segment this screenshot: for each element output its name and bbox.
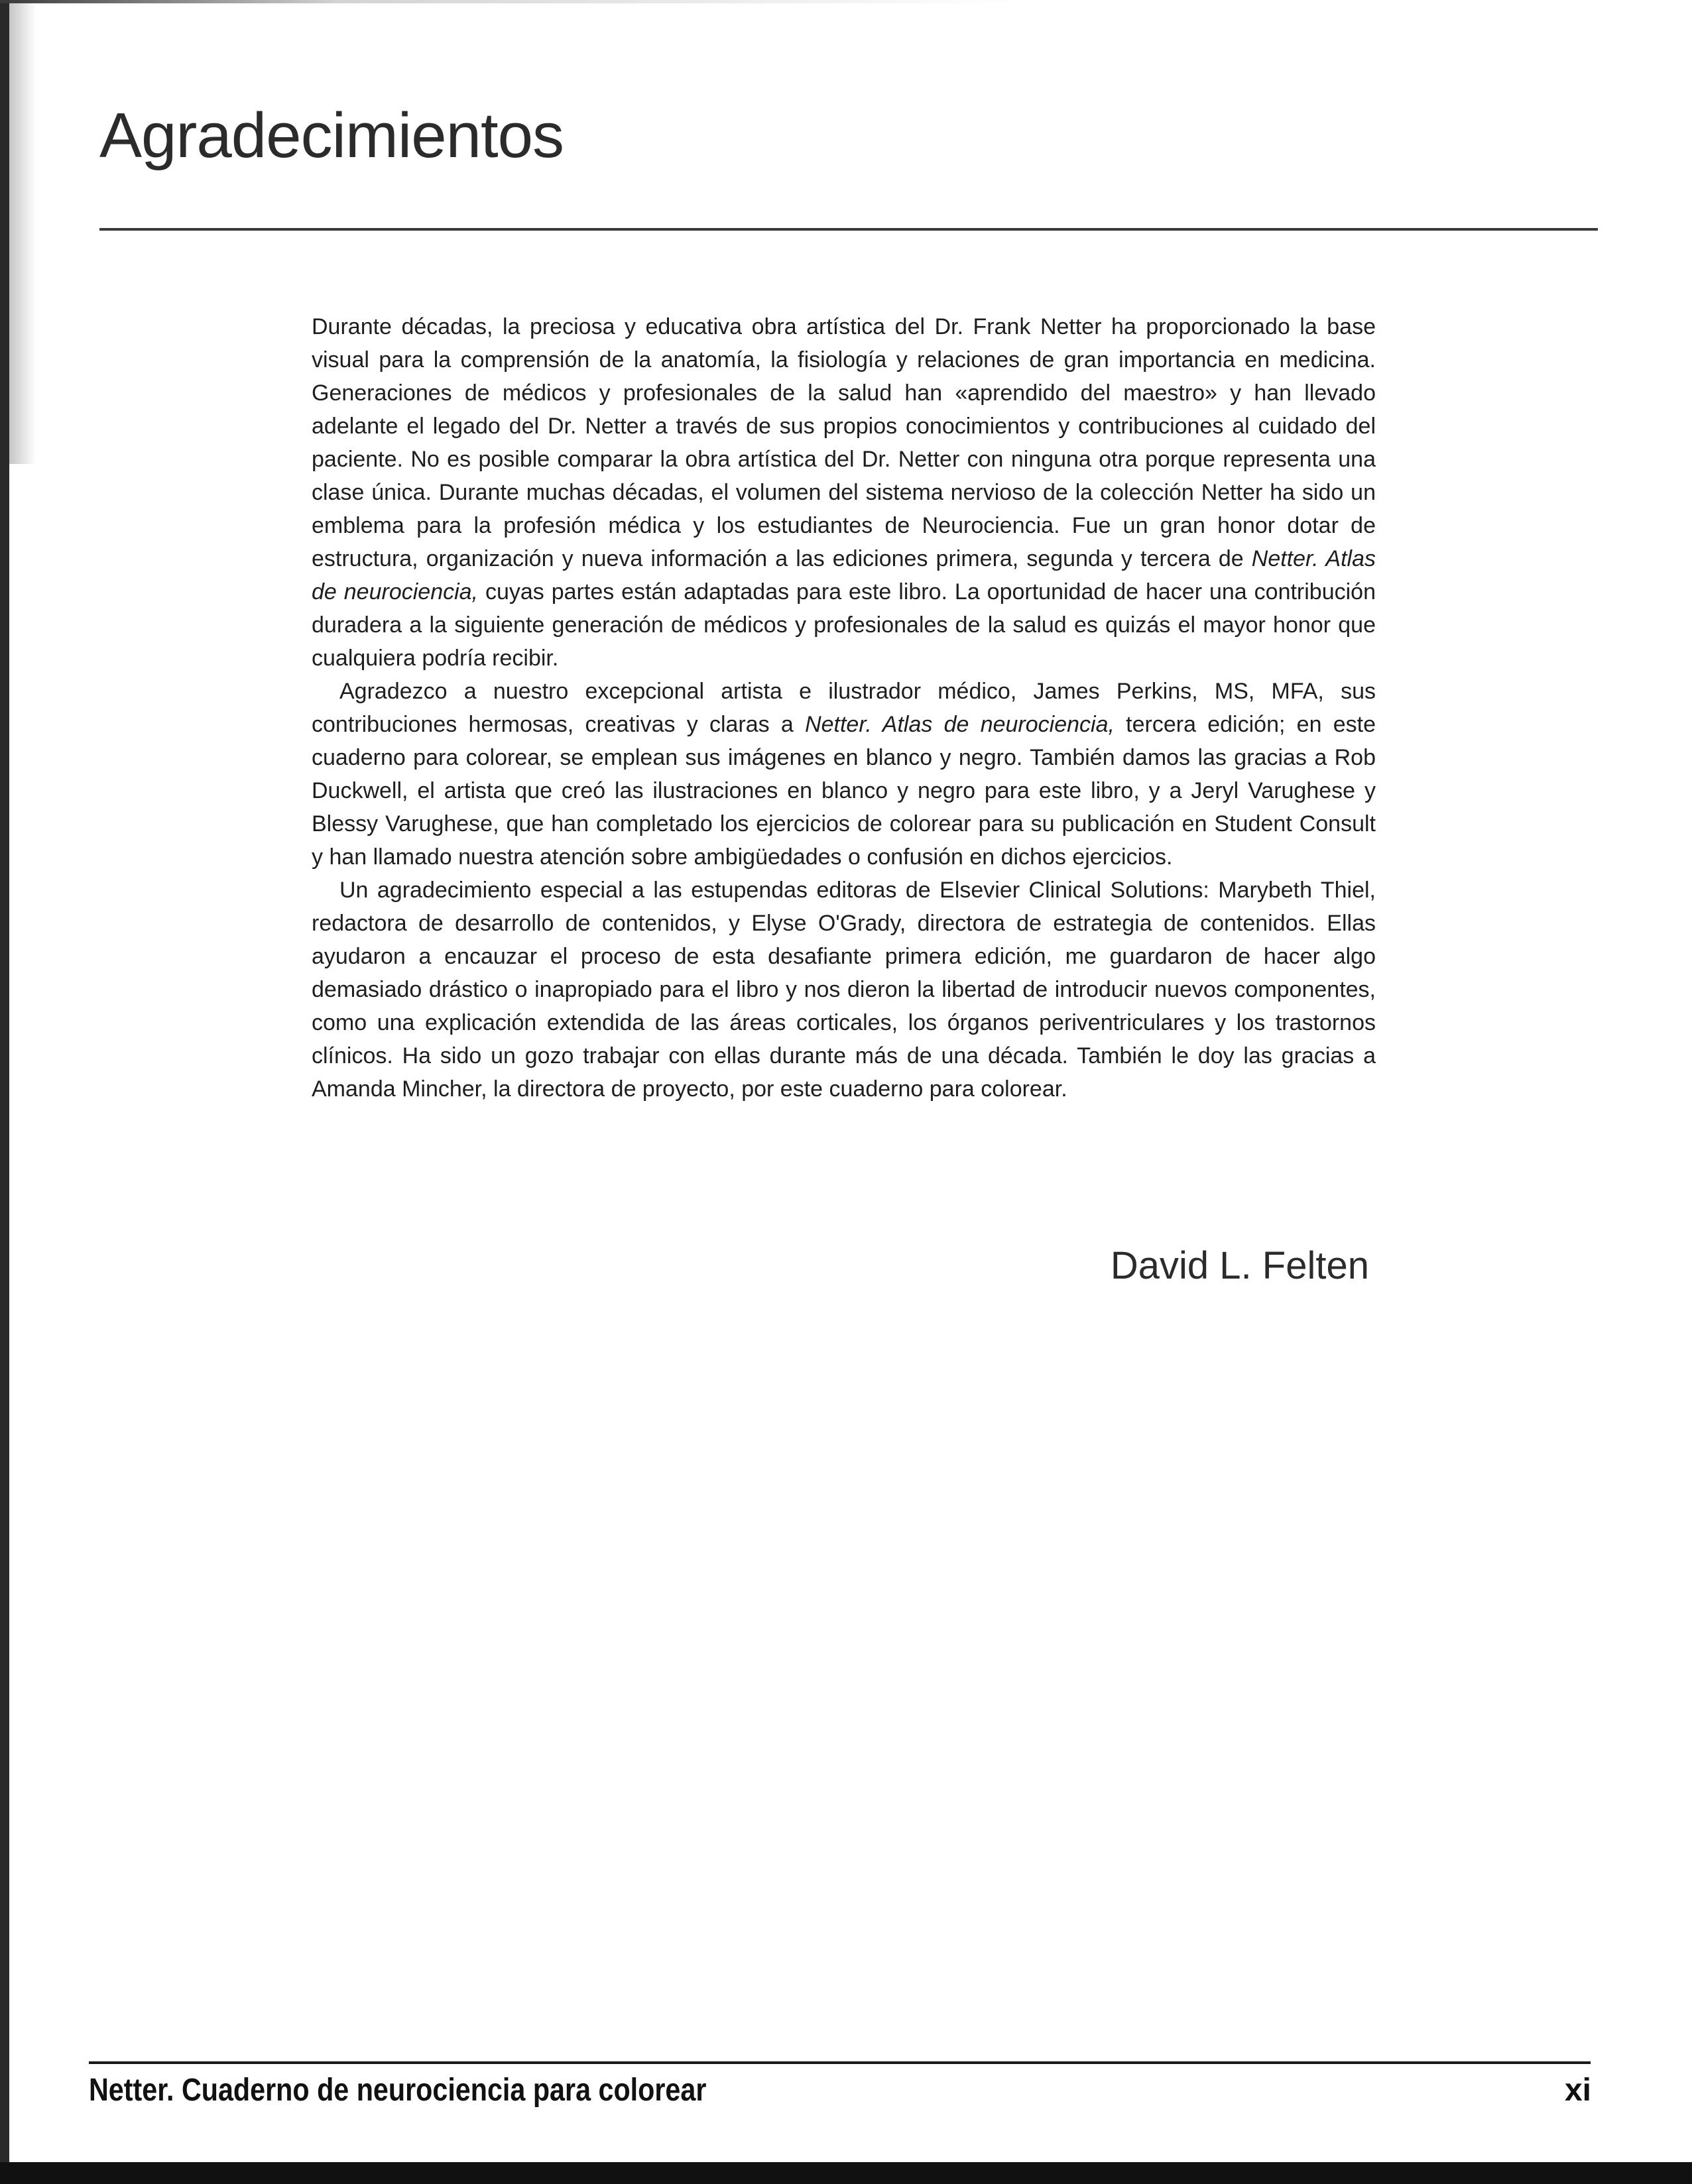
title-divider bbox=[99, 228, 1598, 231]
paragraph-1-text-b: cuyas partes están adaptadas para este libro. La oportunidad de hacer una contribución duradera a la siguiente generación de médicos y profesionales de la salud es quizás el mayor honor que cualquiera podría recibir. bbox=[312, 579, 1376, 671]
footer-book-title: Netter. Cuaderno de neurociencia para colorear bbox=[89, 2073, 707, 2108]
scan-shadow-left bbox=[9, 0, 36, 464]
paragraph-2 bbox=[312, 675, 1376, 874]
scan-edge-left bbox=[0, 0, 9, 2184]
page-number: xi bbox=[1564, 2073, 1591, 2108]
paragraph-3: Un agradecimiento especial a las estupendas editoras de Elsevier Clinical Solutions: Marybeth Thiel, redactora de desarrollo de contenidos, y Elyse O'Grady, directora de estrategia de contenidos. Ellas ayudaron a encauzar el proceso de esta desafiante primera edición, me guardaron de hacer algo demasiado drástico o inapropiado para el libro y nos dieron la libertad de introducir nuevos componentes, como una explicación extendida de las áreas corticales, los órganos periventriculares y los trastornos clínicos. Ha sido un gozo trabajar con ellas durante más de una década. También le doy las gracias a Amanda Mincher, la directora de proyecto, por este cuaderno para colorear. bbox=[312, 878, 1376, 1102]
book-reference-italic: Netter. Atlas de neurociencia, bbox=[312, 546, 1376, 604]
body-text bbox=[312, 310, 1376, 1106]
paragraph-2-text-a: Agradezco a nuestro excepcional artista e ilustrador médico, James Perkins, MS, MFA, sus contribuciones hermosas, creativas y claras a bbox=[312, 679, 1376, 737]
scan-edge-bottom bbox=[0, 2162, 1692, 2184]
author-signature: David L. Felten bbox=[1110, 1244, 1369, 1287]
paragraph-1-text-a: Durante décadas, la preciosa y educativa obra artística del Dr. Frank Netter ha proporcionado la base visual para la comprensión de la anatomía, la fisiología y relaciones de gran importancia en medicina. Generaciones de médicos y profesionales de la salud han «aprendido del maestro» y han llevado adelante el legado del Dr. Netter a través de sus propios conocimientos y contribuciones al cuidado del paciente. No es posible comparar la obra artística del Dr. Netter con ninguna otra porque representa una clase única. Durante muchas décadas, el volumen del sistema nervioso de la colección Netter ha sido un emblema para la profesión médica y los estudiantes de Neurociencia. Fue un gran honor dotar de estructura, organización y nueva información a las ediciones primera, segunda y tercera de bbox=[312, 314, 1376, 571]
paragraph-2-text-b: tercera edición; en este cuaderno para colorear, se emplean sus imágenes en blanco y negro. También damos las gracias a Rob Duckwell, el artista que creó las ilustraciones en blanco y negro para este libro, y a Jeryl Varughese y Blessy Varughese, que han completado los ejercicios de colorear para su publicación en Student Consult y han llamado nuestra atención sobre ambigüedades o confusión en dichos ejercicios. bbox=[312, 712, 1376, 870]
book-reference-italic: Netter. Atlas de neurociencia, bbox=[805, 712, 1115, 737]
footer-divider bbox=[89, 2061, 1591, 2064]
page-title: Agradecimientos bbox=[99, 100, 564, 171]
scan-edge-top bbox=[0, 0, 1692, 3]
paragraph-1 bbox=[312, 310, 1376, 675]
